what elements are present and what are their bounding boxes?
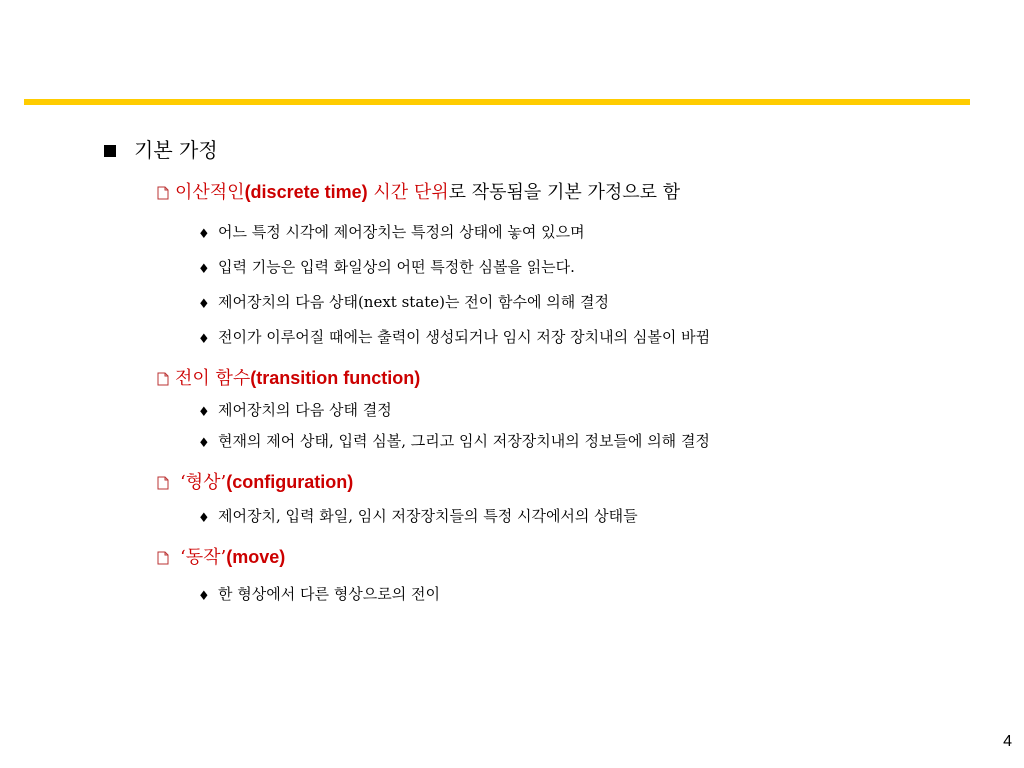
section-title-configuration	[180, 473, 353, 492]
section-title-red-tail: 시간 단위	[367, 182, 449, 203]
main-heading: 기본 가정	[134, 138, 218, 162]
section-title-latin: (move)	[226, 547, 286, 567]
list-item: 제어장치, 입력 화일, 임시 저장장치들의 특정 시각에서의 상태들	[218, 507, 638, 525]
section-title-red: 전이 함수	[175, 368, 251, 389]
section-title-rest: 로 작동됨을 기본 가정으로 함	[448, 182, 681, 203]
document-icon	[157, 372, 169, 386]
section-title-move	[180, 548, 285, 567]
diamond-bullet-icon: ♦	[198, 262, 210, 277]
document-icon	[157, 186, 169, 200]
section-title-latin: (transition function)	[250, 368, 421, 388]
document-icon	[157, 476, 169, 490]
diamond-bullet-icon: ♦	[198, 297, 210, 312]
diamond-bullet-icon: ♦	[198, 227, 210, 242]
list-item: 전이가 이루어질 때에는 출력이 생성되거나 임시 저장 장치내의 심볼이 바뀜	[218, 328, 711, 346]
diamond-bullet-icon: ♦	[198, 511, 210, 526]
list-item: 제어장치의 다음 상태 결정	[218, 401, 392, 419]
section-title-latin: (discrete time)	[244, 182, 368, 202]
section-title-latin: (configuration)	[226, 472, 354, 492]
square-bullet-icon	[104, 145, 116, 157]
diamond-bullet-icon: ♦	[198, 405, 210, 420]
section-title-red: ‘형상’	[180, 472, 227, 493]
section-title-discrete-time	[175, 183, 680, 202]
section-title-transition-function	[175, 369, 420, 388]
page-number: 4	[1003, 733, 1012, 750]
list-item: 한 형상에서 다른 형상으로의 전이	[218, 585, 440, 603]
list-item: 제어장치의 다음 상태(next state)는 전이 함수에 의해 결정	[218, 293, 609, 311]
diamond-bullet-icon: ♦	[198, 332, 210, 347]
list-item: 어느 특정 시각에 제어장치는 특정의 상태에 놓여 있으며	[218, 223, 585, 241]
top-divider	[24, 99, 970, 105]
list-item: 현재의 제어 상태, 입력 심볼, 그리고 임시 저장장치내의 정보들에 의해 결정	[218, 432, 710, 450]
list-item: 입력 기능은 입력 화일상의 어떤 특정한 심볼을 읽는다.	[218, 258, 575, 276]
diamond-bullet-icon: ♦	[198, 589, 210, 604]
document-icon	[157, 551, 169, 565]
diamond-bullet-icon: ♦	[198, 436, 210, 451]
section-title-red: 이산적인	[175, 182, 245, 203]
section-title-red: ‘동작’	[180, 547, 227, 568]
